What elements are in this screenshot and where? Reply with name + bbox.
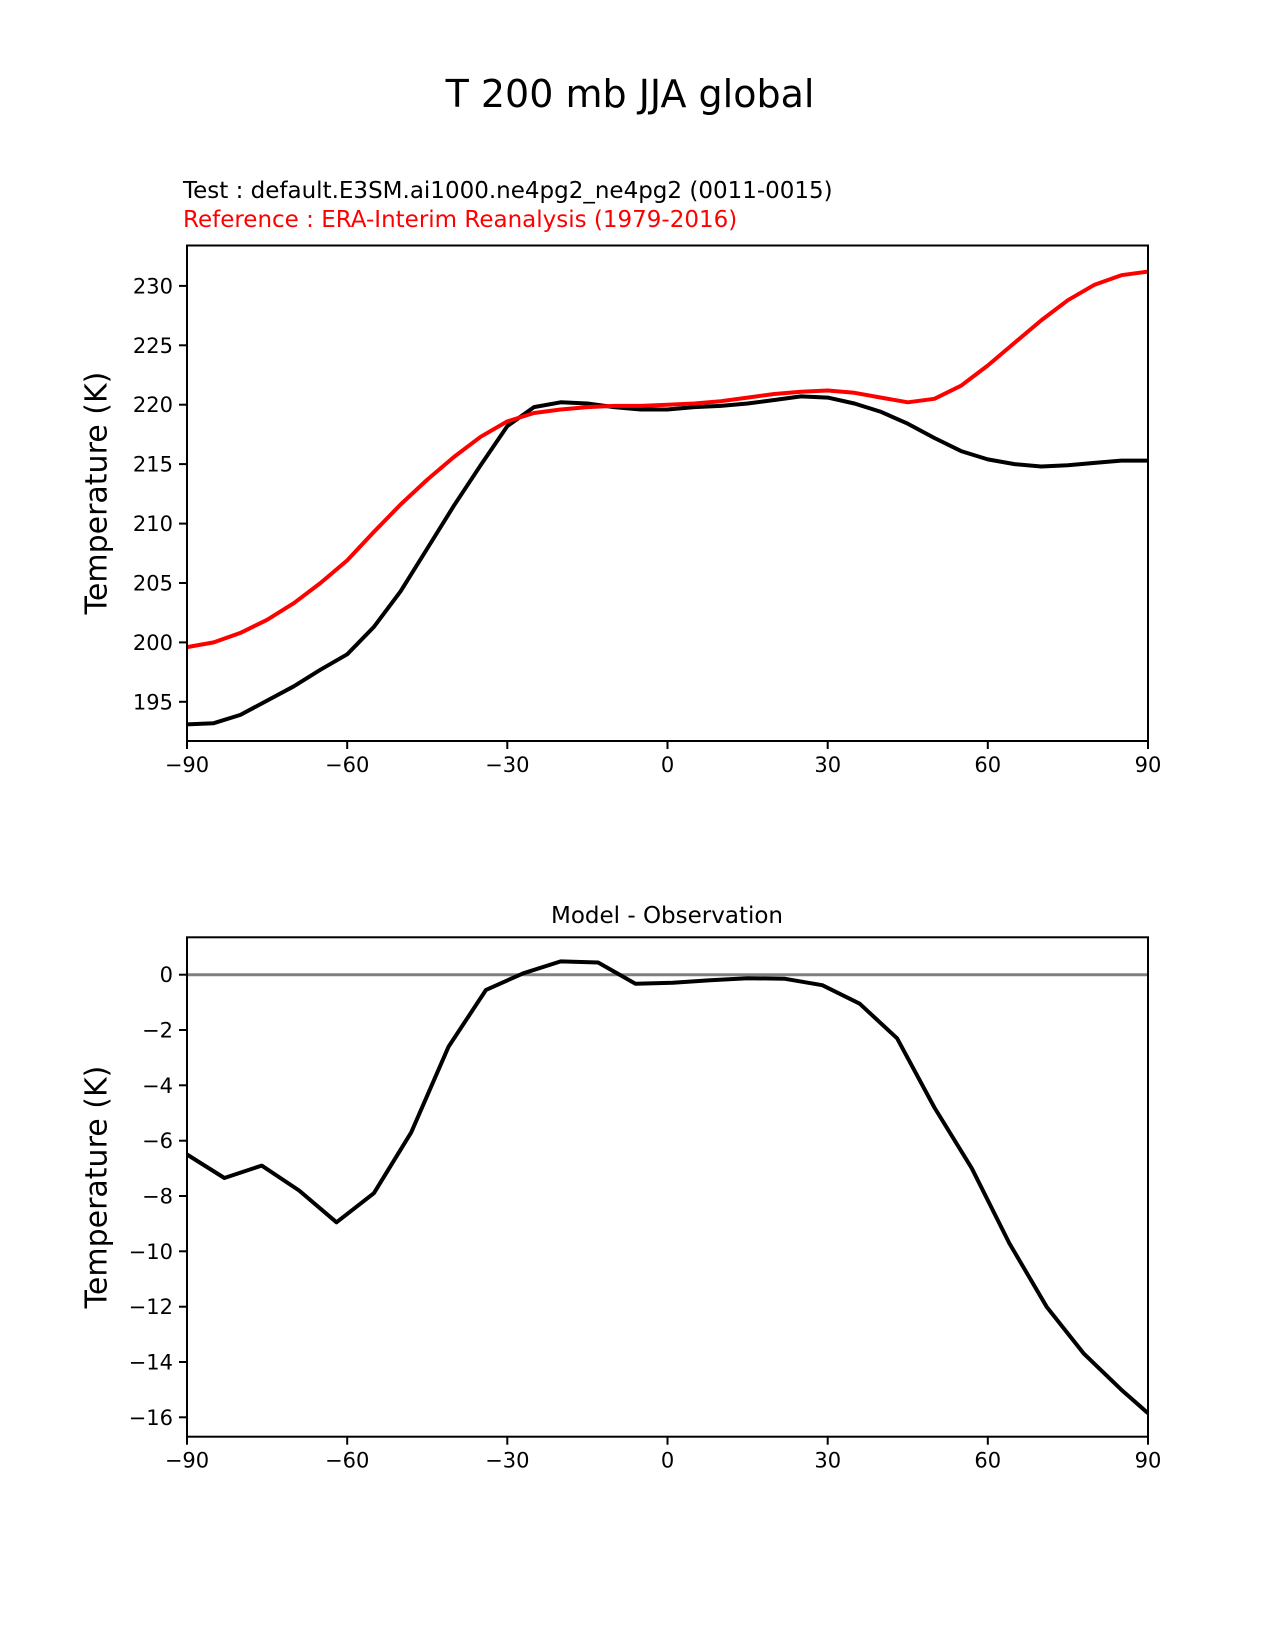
top-plot-area	[133, 246, 1161, 778]
x-tick-label: 0	[660, 1448, 675, 1473]
top-axes-spines	[187, 246, 1148, 742]
y-tick-label: −14	[128, 1350, 173, 1375]
bottom-plot-area	[129, 937, 1162, 1472]
y-tick-label: −10	[128, 1239, 173, 1264]
y-tick-label: −12	[128, 1295, 173, 1320]
y-tick-label: 225	[132, 333, 173, 358]
y-tick-label: 220	[132, 393, 173, 418]
bottom-axes-spines	[187, 937, 1148, 1436]
y-tick-label: −6	[142, 1129, 173, 1154]
x-tick-label: −60	[325, 1448, 370, 1473]
x-tick-label: −90	[164, 1448, 210, 1473]
y-tick-label: 195	[132, 690, 173, 715]
y-tick-label: 215	[132, 452, 173, 477]
figure-title: T 200 mb JJA global	[445, 72, 815, 116]
x-tick-label: 30	[814, 753, 842, 777]
x-tick-label: −60	[325, 753, 370, 777]
x-tick-label: 90	[1134, 753, 1162, 777]
x-tick-label: 30	[814, 1448, 842, 1473]
y-tick-label: −8	[142, 1184, 173, 1209]
test-line	[187, 396, 1148, 724]
reference-line	[187, 272, 1148, 647]
legend-reference-label: Reference : ERA-Interim Reanalysis (1979-2016)	[183, 207, 738, 233]
top-y-axis-label: Temperature (K)	[79, 371, 115, 615]
legend-test-label: Test : default.E3SM.ai1000.ne4pg2_ne4pg2 (0011-0015)	[183, 178, 833, 204]
y-tick-label: 205	[132, 571, 173, 596]
bottom-y-axis-label: Temperature (K)	[79, 1065, 115, 1309]
y-tick-label: −16	[128, 1405, 173, 1430]
x-tick-label: 90	[1134, 1448, 1162, 1473]
x-tick-label: 60	[974, 753, 1002, 777]
x-tick-label: 60	[974, 1448, 1002, 1473]
y-tick-label: 210	[132, 512, 173, 537]
x-tick-label: 0	[660, 753, 675, 777]
y-tick-label: −4	[142, 1073, 173, 1098]
x-tick-label: −90	[164, 753, 210, 777]
y-tick-label: −2	[142, 1018, 173, 1043]
y-tick-label: 230	[132, 274, 173, 299]
x-tick-label: −30	[485, 753, 530, 777]
y-tick-label: 0	[159, 963, 173, 988]
y-tick-label: 200	[132, 630, 173, 655]
x-tick-label: −30	[485, 1448, 530, 1473]
bottom-chart-title: Model - Observation	[550, 903, 784, 929]
difference-line	[187, 961, 1148, 1413]
